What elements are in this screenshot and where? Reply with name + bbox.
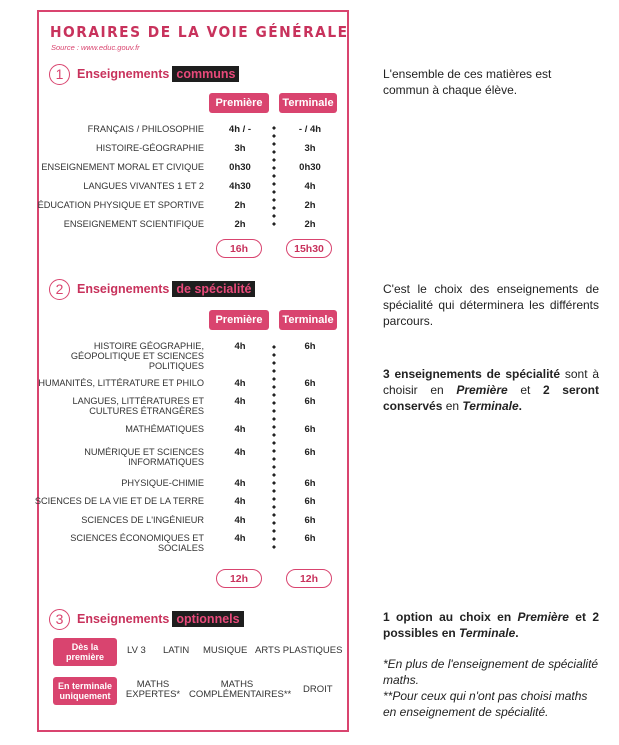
option-arts-plastiques: ARTS PLASTIQUES [255, 645, 343, 656]
section-tag: de spécialité [172, 281, 255, 297]
note-communs: L'ensemble de ces matières est commun à chaque élève. [383, 67, 552, 97]
option-droit: DROIT [303, 684, 333, 695]
value-terminale: 6h [304, 341, 316, 352]
note-text: en [442, 399, 463, 413]
dotted-separator [272, 124, 276, 230]
note-text: et [507, 383, 543, 397]
card-source: Source : www.educ.gouv.fr [51, 43, 140, 52]
section-label: Enseignements [77, 282, 170, 296]
note-text: et 2 possibles en [383, 610, 600, 640]
value-premiere: 4h [234, 515, 246, 526]
option-maths-complementaires: MATHS COMPLÉMENTAIRES** [189, 679, 292, 700]
pill-en-terminale-uniquement: En terminale uniquement [53, 677, 117, 705]
value-premiere: 4h [234, 447, 246, 458]
col-terminale: Terminale [279, 310, 337, 330]
value-premiere: 0h30 [229, 162, 251, 173]
value-premiere: 4h [234, 378, 246, 389]
value-terminale: 6h [304, 478, 316, 489]
note-footnote-1: *En plus de l'enseignement de spécialité maths. [383, 657, 599, 687]
value-premiere: 4h [234, 533, 246, 544]
section-label: Enseignements [77, 612, 170, 626]
note-specialite: C'est le choix des enseignements de spécialité qui déterminera les différents parcours. [383, 282, 599, 328]
row-label: SCIENCES DE L'INGÉNIEUR [81, 515, 204, 525]
note-footnote-2: **Pour ceux qui n'ont pas choisi maths en enseignement de spécialité. [383, 689, 588, 719]
section-specialite-header [49, 277, 255, 301]
horaires-card [34, 10, 349, 732]
section-tag: optionnels [172, 611, 243, 627]
total-premiere: 12h [216, 569, 262, 588]
note-text: 1 option au choix en [383, 610, 518, 624]
row-label: LANGUES, LITTÉRATURES ET CULTURES ÉTRANGÈRES [72, 396, 204, 416]
card-title: HORAIRES DE LA VOIE GÉNÉRALE [50, 23, 349, 41]
value-terminale: 6h [304, 378, 316, 389]
option-maths-expertes: MATHS EXPERTES* [125, 679, 181, 700]
section-number: 1 [49, 64, 70, 85]
option-lv3: LV 3 [127, 645, 146, 656]
row-label: NUMÉRIQUE ET SCIENCES INFORMATIQUES [84, 447, 204, 467]
section-tag: communs [172, 66, 239, 82]
total-terminale: 12h [286, 569, 332, 588]
row-label: HISTOIRE GÉOGRAPHIE, GÉOPOLITIQUE ET SCIENCES POLITIQUES [70, 341, 204, 371]
note-text: 3 enseignements de spécialité [383, 367, 561, 381]
value-premiere: 4h [234, 396, 246, 407]
note-specialite-choix [383, 366, 599, 414]
note-text: . [515, 626, 519, 640]
note-text: Terminale [459, 626, 516, 640]
col-premiere: Première [209, 310, 269, 330]
total-premiere: 16h [216, 239, 262, 258]
row-label: FRANÇAIS / PHILOSOPHIE [87, 124, 204, 134]
note-text: Première [456, 383, 508, 397]
section-label: Enseignements [77, 67, 170, 81]
value-terminale: 2h [304, 200, 316, 211]
value-premiere: 4h [234, 341, 246, 352]
value-terminale: 0h30 [299, 162, 321, 173]
note-text: sont à choisir en [383, 367, 599, 397]
option-musique: MUSIQUE [203, 645, 248, 656]
row-label: SCIENCES DE LA VIE ET DE LA TERRE [34, 496, 204, 506]
value-terminale: 6h [304, 424, 316, 435]
value-terminale: 6h [304, 533, 316, 544]
col-terminale: Terminale [279, 93, 337, 113]
value-premiere: 4h [234, 478, 246, 489]
value-terminale: 3h [304, 143, 316, 154]
row-label: PHYSIQUE-CHIMIE [121, 478, 204, 488]
total-terminale: 15h30 [286, 239, 332, 258]
value-premiere: 4h / - [228, 124, 252, 135]
row-label: ÉDUCATION PHYSIQUE ET SPORTIVE [37, 200, 204, 210]
value-premiere: 4h [234, 496, 246, 507]
value-premiere: 2h [234, 219, 246, 230]
value-terminale: 6h [304, 515, 316, 526]
row-label: HISTOIRE-GÉOGRAPHIE [95, 143, 204, 153]
section-number: 3 [49, 609, 70, 630]
value-premiere: 4h30 [229, 181, 251, 192]
value-premiere: 3h [234, 143, 246, 154]
row-label: ENSEIGNEMENT MORAL ET CIVIQUE [41, 162, 204, 172]
note-text: 2 seront conservés [383, 383, 599, 413]
value-terminale: - / 4h [298, 124, 322, 135]
note-options [383, 609, 599, 641]
value-terminale: 6h [304, 447, 316, 458]
value-terminale: 6h [304, 396, 316, 407]
note-text: Première [517, 610, 569, 624]
value-terminale: 2h [304, 219, 316, 230]
row-label: HUMANITÉS, LITTÉRATURE ET PHILO [38, 378, 204, 388]
row-label: MATHÉMATIQUES [125, 424, 204, 434]
pill-des-la-premiere: Dès la première [53, 638, 117, 666]
row-label: SCIENCES ÉCONOMIQUES ET SOCIALES [70, 533, 204, 553]
dotted-separator [272, 343, 276, 553]
row-label: ENSEIGNEMENT SCIENTIFIQUE [63, 219, 204, 229]
row-label: LANGUES VIVANTES 1 ET 2 [83, 181, 204, 191]
note-text: . [518, 399, 522, 413]
value-premiere: 4h [234, 424, 246, 435]
value-terminale: 6h [304, 496, 316, 507]
col-premiere: Première [209, 93, 269, 113]
section-communs-header [49, 62, 239, 86]
note-text: Terminale [462, 399, 519, 413]
value-premiere: 2h [234, 200, 246, 211]
option-latin: LATIN [163, 645, 190, 656]
section-optionnels-header [49, 607, 244, 631]
value-terminale: 4h [304, 181, 316, 192]
section-number: 2 [49, 279, 70, 300]
